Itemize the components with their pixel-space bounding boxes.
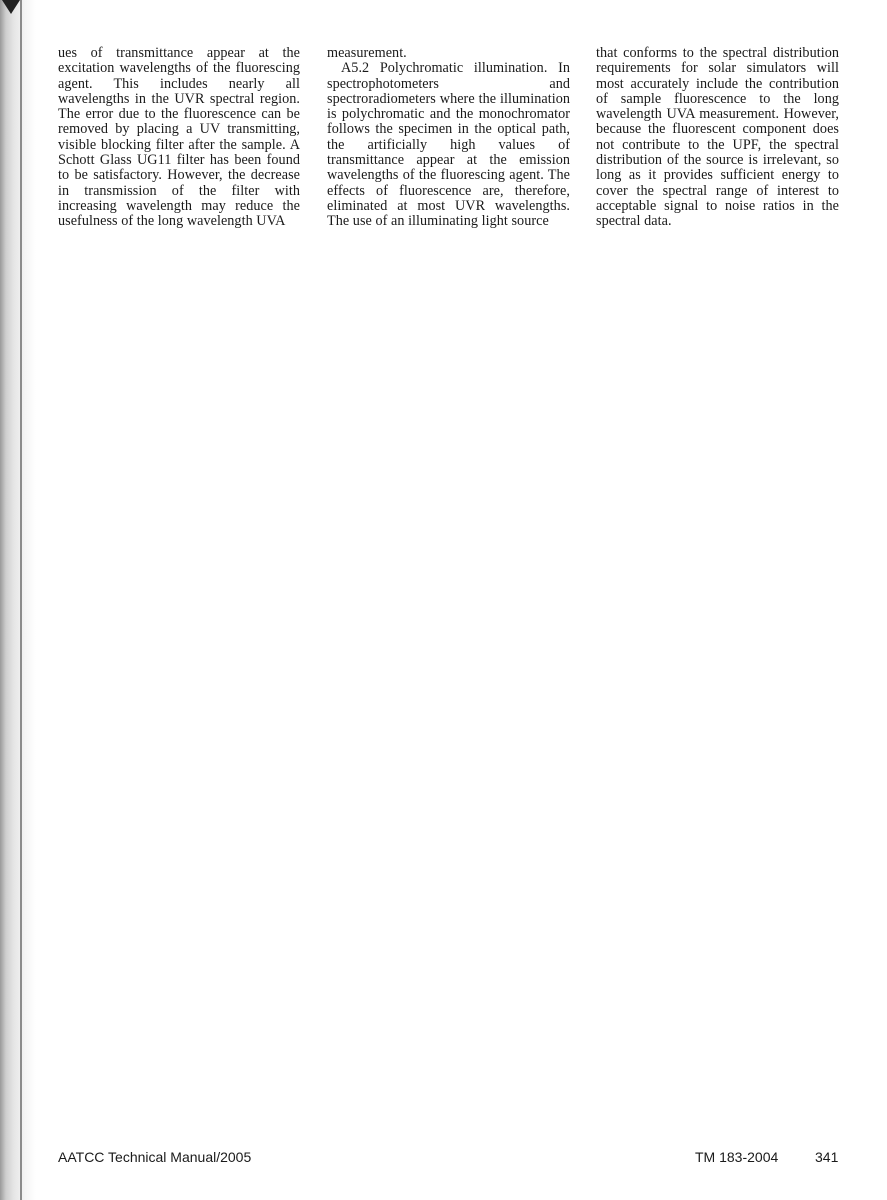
binding-edge-line <box>20 0 22 1200</box>
paragraph-continued-end: measurement. <box>327 45 407 61</box>
footer-page-number: 341 <box>815 1149 839 1165</box>
paragraph-a5-2: A5.2 Polychromatic illumination. In spectrophotometers and spectroradiometers where the illumination is polychromatic and the monochromator follows the specimen in the optical path, the artificially high values of transmittance appear at the emission wavelengths of the fluorescing agent. The effects of fluorescence are, therefore, eliminated at most UVR wavelengths. The use of an illuminating light source <box>327 60 570 230</box>
text-column-3 <box>596 46 839 230</box>
page-binding-shadow <box>0 0 36 1200</box>
paragraph-continued: ues of transmittance appear at the excitation wavelengths of the fluorescing agent. This includes nearly all wavelengths in the UVR spectral region. The error due to the fluorescence can be removed by placing a UV transmitting, visible blocking filter after the sample. A Schott Glass UG11 filter has been found to be satisfactory. However, the decrease in transmission of the filter with increasing wavelength may reduce the usefulness of the long wavelength UVA <box>58 45 300 230</box>
binding-corner-mark <box>2 0 20 14</box>
text-column-1 <box>58 46 300 230</box>
text-column-2 <box>327 46 570 230</box>
footer-method-code: TM 183-2004 <box>695 1149 779 1165</box>
footer-publication: AATCC Technical Manual/2005 <box>58 1149 252 1165</box>
paragraph-continued-2: that conforms to the spectral distribution requirements for solar simulators will most accurately include the contribution of sample fluorescence to the long wavelength UVA measurement. However, because the fluorescent component does not contribute to the UPF, the spectral distribution of the source is irrelevant, so long as it provides sufficient energy to cover the spectral range of interest to acceptable signal to noise ratios in the spectral data. <box>596 45 839 230</box>
